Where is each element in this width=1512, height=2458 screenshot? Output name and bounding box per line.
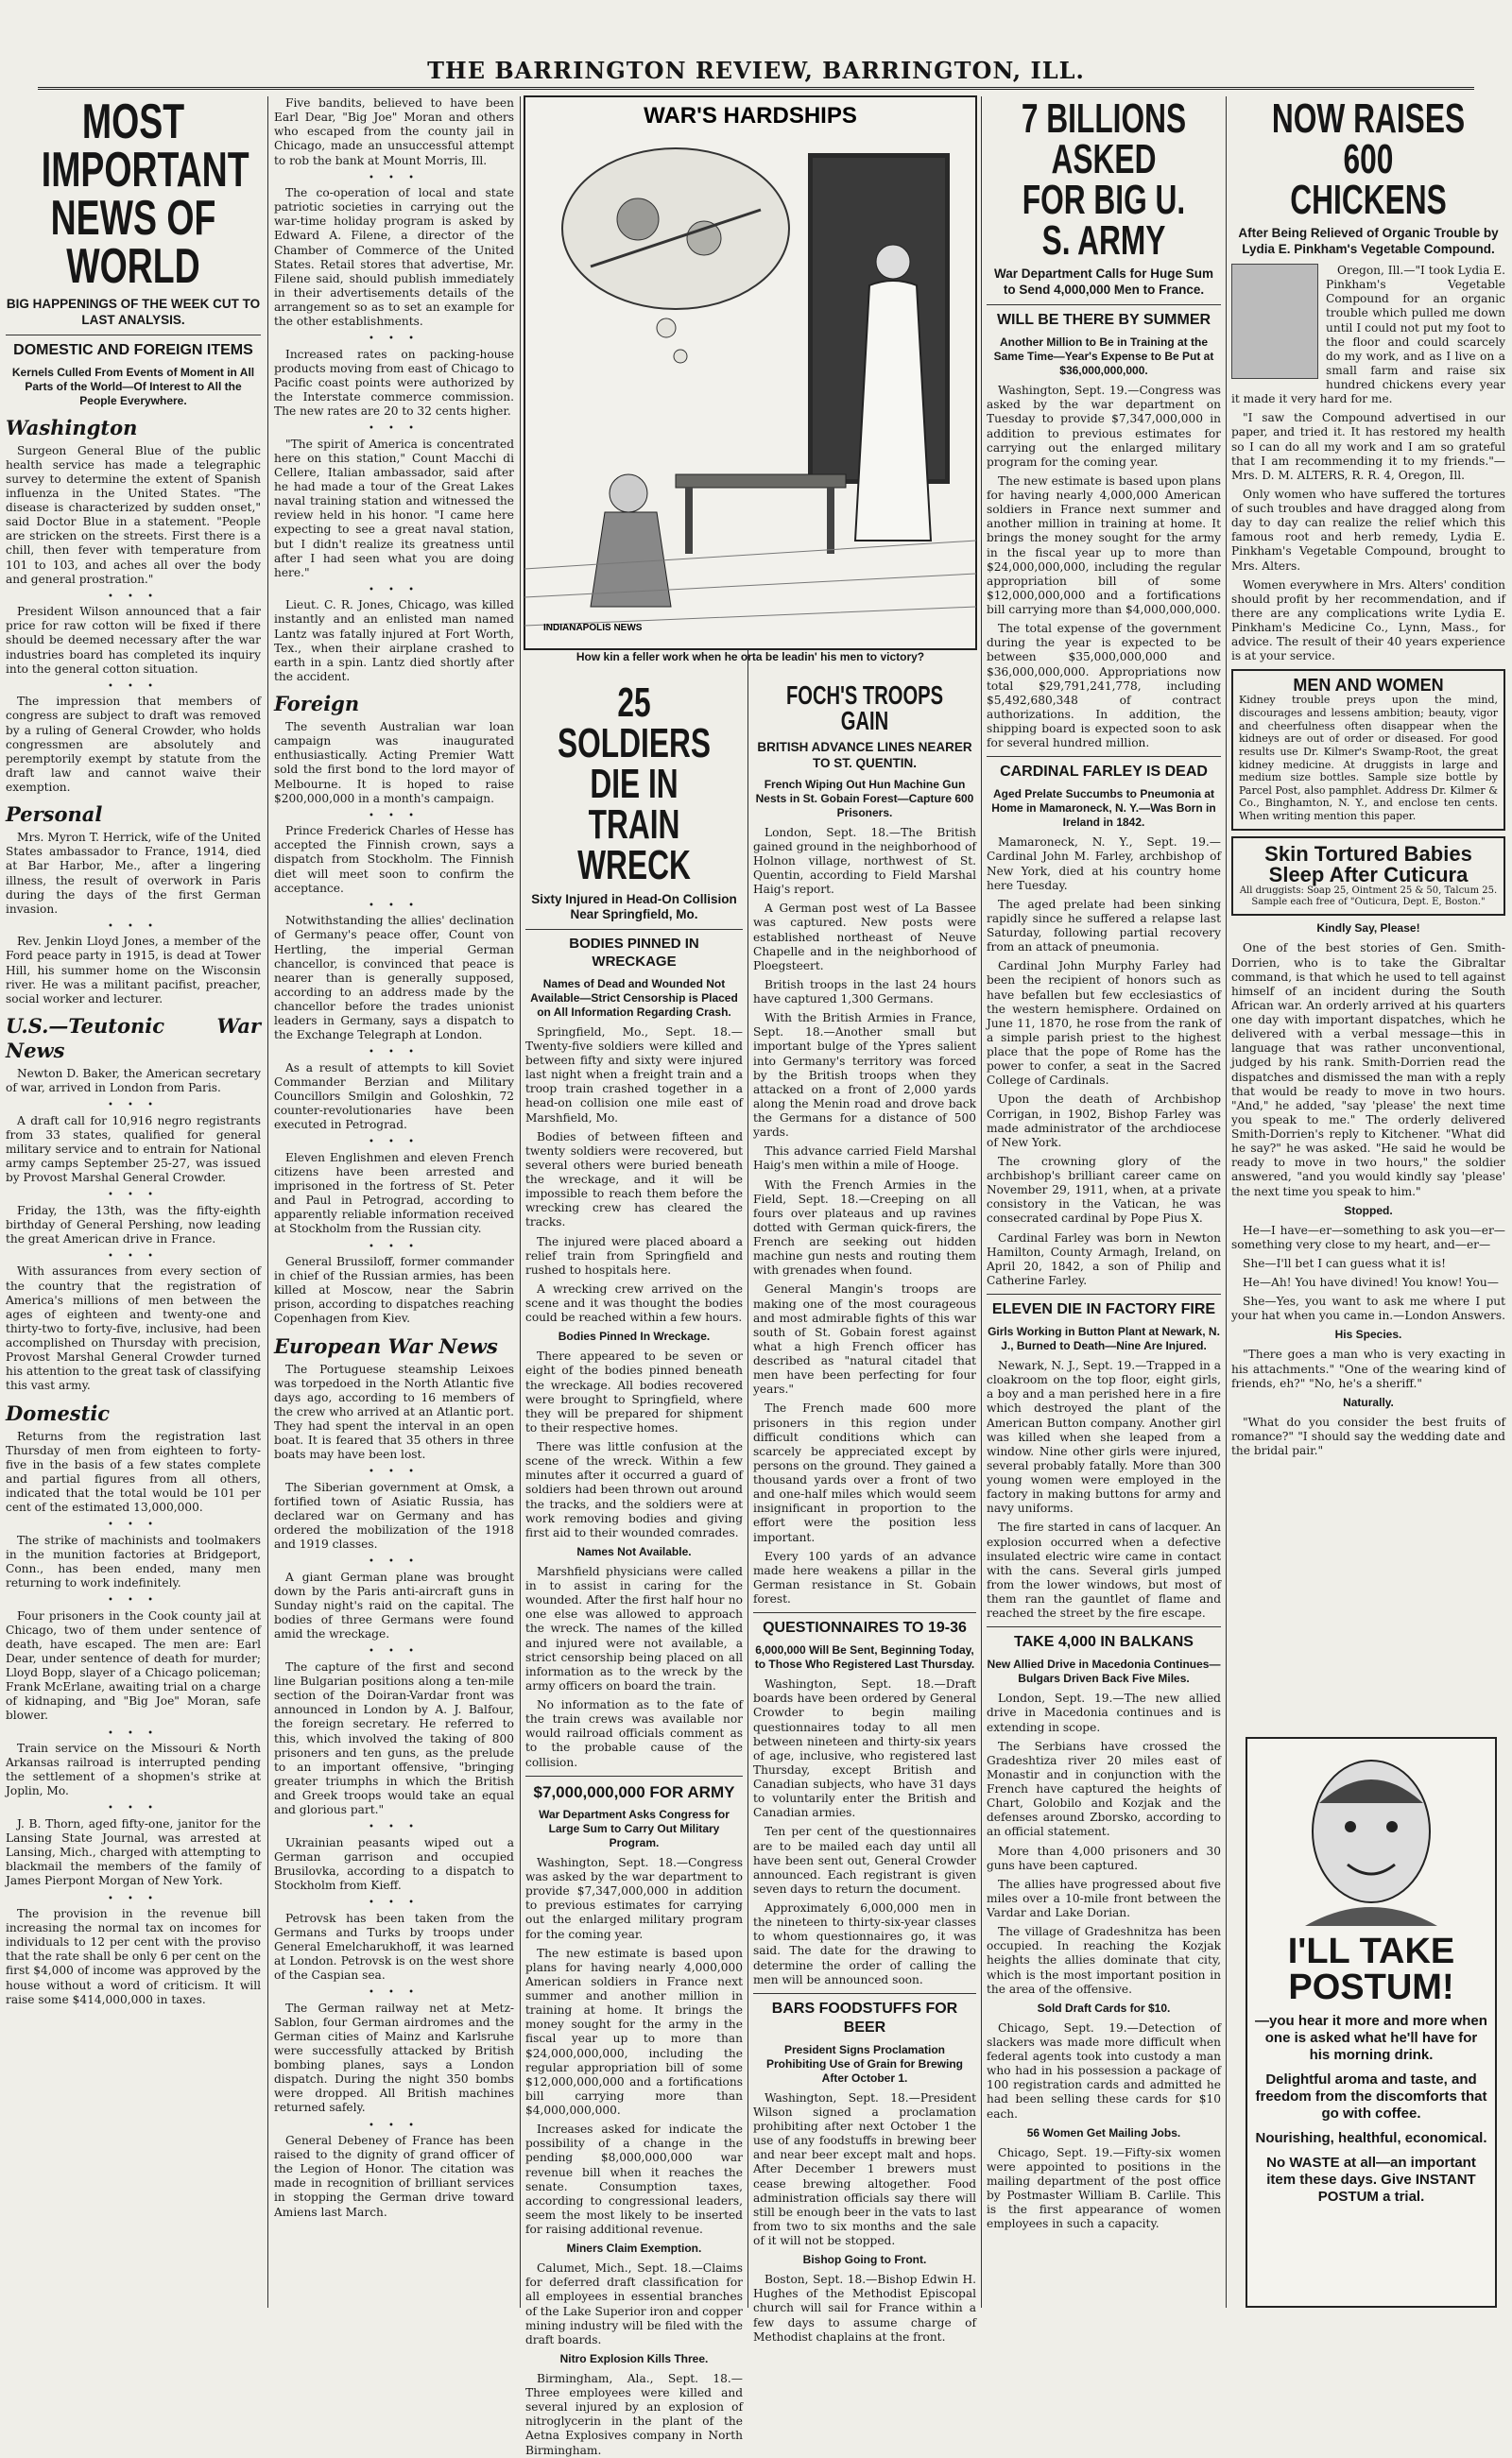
deck: Sixty Injured in Head-On Collision Near Springfield, Mo. (531, 891, 737, 922)
ad-headline: Skin Tortured Babies Sleep After Cuticura (1264, 841, 1472, 886)
article-paragraph: Notwithstanding the allies' declination of Germany's peace offer, Count von Hertling, the imperial German chancellor, is convinced that peace is nearer than is generally supposed, according to an address made by the chancellor before the trades unionist leaders in Germany, says a dispatch to the Exchange Telegraph at London. (274, 914, 514, 1042)
article-paragraph: Train service on the Missouri & North Arkansas railroad is interrupted pending the settlement of a shopmen's strike at Joplin, Mo. (6, 1741, 261, 1798)
divider (753, 1612, 976, 1613)
divider: • • • (368, 1646, 421, 1658)
deck: Kernels Culled From Events of Moment in All Parts of the World—Of Interest to All the People Everywhere. (11, 365, 255, 407)
deck: Names of Dead and Wounded Not Available—Strict Censorship is Placed on All Information Regarding Crash. (530, 976, 738, 1019)
article-paragraph: London, Sept. 18.—The British gained ground in the neighborhood of Holnon village, northwest of St. Quentin, according to Field Marshal Haig's report. (753, 825, 976, 897)
deck: War Department Calls for Huge Sum to Send 4,000,000 Men to France. (993, 266, 1214, 298)
deck: BODIES PINNED IN WRECKAGE (569, 936, 699, 971)
ad-text: Kidney trouble preys upon the mind, discourages and lessens ambition; beauty, vigor and cheerfulness often disappear when the kidneys are out of order or diseased. For good results use Dr. Kilmer's Swamp-Root, the great kidney medicine. At druggists in large and medium size bottles. Sample size bottle by Parcel Post, also pamphlet. Address Dr. Kilmer & Co., Binghamton, N. Y., and enclose ten cents. When writing mention this paper. (1239, 694, 1498, 823)
article-paragraph: Prince Frederick Charles of Hesse has accepted the Finnish crown, says a dispatch from Stockholm. The Finnish diet will meet soon to confirm the acceptance. (274, 824, 514, 895)
article-paragraph: The crowning glory of the archbishop's brilliant career came on November 29, 1911, when, at a private consistory in the Vatican, he was consecrated cardinal by Pope Pius X. (987, 1154, 1221, 1226)
divider: • • • (368, 423, 421, 435)
ad-swamp-root (1231, 669, 1505, 830)
ad-postum (1246, 1737, 1497, 2308)
cartoon-title: WAR'S HARDSHIPS (644, 103, 857, 129)
article-paragraph: Marshfield physicians were called in to assist in caring for the wounded. After the first half hour no one else was allowed to approach the wreck. The names of the killed and injured were not available, a strict censorship being placed on all information as to the wreck by the army officers on board the train. (525, 1564, 743, 1693)
postum-copy: Delightful aroma and taste, and freedom from the discomforts that go with coffee. (1255, 2071, 1487, 2122)
deck: 6,000,000 Will Be Sent, Beginning Today, to Those Who Registered Last Thursday. (754, 1643, 975, 1672)
subhead: Miners Claim Exemption. (566, 2242, 702, 2256)
article-paragraph: The impression that members of congress are subject to draft was removed by a ruling of General Crowder, who holds congressmen are absolutely and peremptorily exempt by statute from the draft law and cannot waive their exemption. (6, 695, 261, 794)
article-paragraph: He—Ah! You have divined! You know! You— (1243, 1276, 1499, 1290)
article-paragraph: Mamaroneck, N. Y., Sept. 19.—Cardinal John M. Farley, archbishop of New York, died at his country home here Tuesday. (987, 835, 1221, 892)
headline-foch-troops: FOCH'S TROOPS GAIN (785, 680, 944, 736)
deck: President Signs Proclamation Prohibiting Use of Grain for Brewing After October 1. (765, 2042, 963, 2085)
article-paragraph: The Siberian government at Omsk, a fortified town of Asiatic Russia, has declared war on Germany and has ordered the mobilization of the 1918 and 1919 classes. (274, 1480, 514, 1552)
divider: • • • (368, 1241, 421, 1252)
article-paragraph: The aged prelate had been sinking rapidly since he suffered a relapse last Saturday, following partial recovery from an attack of pneumonia. (987, 897, 1221, 954)
divider: • • • (368, 1467, 421, 1478)
article-paragraph: The strike of machinists and toolmakers in the munition factories at Bridgeport, Conn., has been ended, many men returning to work indefinitely. (6, 1533, 261, 1590)
divider: • • • (107, 1727, 160, 1739)
article-paragraph: The Portuguese steamship Leixoes was torpedoed in the North Atlantic five days ago, according to 16 members of the crew who arrived at an Atlantic port. They had spent the interval in an open boat. It is feared that 35 others in three boats may have been lost. (274, 1362, 514, 1462)
article-paragraph: Every 100 yards of an advance made here weakens a pillar in the German resistance in St. Gobain forest. (753, 1549, 976, 1606)
article-paragraph: The allies have progressed about five miles over a 10-mile front between the Vardar and Lake Dorian. (987, 1877, 1221, 1920)
article-paragraph: Mrs. Myron T. Herrick, wife of the United States ambassador to France, 1914, died at Bar Harbor, Me., after a lingering illness, the result of overwork in Paris during the days of the first German invasion. (6, 831, 261, 916)
divider (987, 304, 1221, 305)
article-paragraph: One of the best stories of Gen. Smith-Dorrien, who is to take the Gibraltar command, is that which he used to tell against himself of an incident during the South African war. An orderly arrived at his quarters one day with important dispatches, which he delivered with a verbal message—this in language that was rather unconventional, judged by his rank. Smith-Dorrien read the dispatches and dismissed the man with a reply that would be ready to move in two hours. "And," he added, "say 'please' the next time you speak to me." The orderly delivered Smith-Dorrien's reply to Kitchener. "What did he say?" he was asked. "He said he would be ready to move in two hours," the soldier answered, "and you would kindly say 'please' the next time you speak to him." (1231, 941, 1505, 1198)
divider: • • • (368, 334, 421, 345)
column-3 (525, 679, 743, 2457)
divider: • • • (368, 172, 421, 183)
divider: • • • (368, 1137, 421, 1148)
divider: • • • (368, 584, 421, 595)
article-paragraph: "I saw the Compound advertised in our paper, and tried it. It has restored my health so I can do all my work and I am so grateful that I am recommending it to my friends."—Mrs. D. M. ALTERS, R. R. 4, Oregon, Ill. (1231, 411, 1505, 482)
deck: Another Million to Be in Training at the Same Time—Year's Expense to Be Put at $36,000,000,000. (993, 335, 1214, 378)
article-paragraph: Springfield, Mo., Sept. 18.—Twenty-five soldiers were killed and between fifty and sixty were injured last night when a freight train and a troop train crashed together in a head-on collision one mile east of Marshfield, Mo. (525, 1024, 743, 1125)
column-rule (1226, 96, 1227, 2308)
article-paragraph: Surgeon General Blue of the public health service has made a telegraphic survey to determine the extent of Spanish influenza in the United States. "The disease is characterized by sudden onset," said Doctor Blue in a statement. "People are stricken on the streets. First there is a chill, then fever with temperature from 101 to 103, and aches all over the body and general prostration." (6, 443, 261, 586)
article-paragraph: Eleven Englishmen and eleven French citizens have been arrested and imprisoned in the fortress of St. Peter and Paul in Petrograd, according to apparently reliable information received at Stockholm from the Russian city. (274, 1150, 514, 1236)
article-paragraph: The German railway net at Metz-Sablon, four German airdromes and the German cities of Mainz and Karlsruhe were successfully attacked by British bombing planes, says a London dispatch. During the night 350 bombs were dropped. All British machines returned safely. (274, 2001, 514, 2115)
article-paragraph: The new estimate is based upon plans for having nearly 4,000,000 American soldiers in France next summer and another million in training at home. It brings the money sought for the army in the fiscal year up to more than $24,000,000,000, including the regular appropriation bill of some $12,000,000,000 and a fortifications bill carrying more than $4,000,000,000. (525, 1946, 743, 2118)
article-paragraph: The new estimate is based upon plans for having nearly 4,000,000 American soldiers in France next summer and another million in training at home. It brings the money sought for the army in the fiscal year up to more than $24,000,000,000, including the regular appropriation bill of some $12,000,000,000 and a fortifications bill carrying more than $4,000,000,000. (987, 473, 1221, 617)
divider: • • • (107, 1520, 160, 1531)
article-paragraph: Lieut. C. R. Jones, Chicago, was killed instantly and an enlisted man named Lantz was fatally injured at Fort Worth, Tex., when their airplane crashed to earth in a spin. Lantz died shortly after the accident. (274, 598, 514, 683)
deck: BIG HAPPENINGS OF THE WEEK CUT TO LAST ANALYSIS. (6, 296, 261, 327)
masthead (38, 53, 1474, 90)
article-paragraph: London, Sept. 19.—The new allied drive in Macedonia continues and is extending in scope. (987, 1692, 1221, 1734)
article-paragraph: Returns from the registration last Thursday of men from eighteen to forty-five in the basis of a few states complete and partial figures from all others, indicated that the total would be 101 per cent of the estimated 13,000,000. (6, 1429, 261, 1515)
deck: New Allied Drive in Macedonia Continues—Bulgars Driven Back Five Miles. (987, 1658, 1221, 1686)
headline-questionnaires: QUESTIONNAIRES TO 19-36 (763, 1620, 967, 1637)
article-paragraph: The village of Gradeshnitza has been occupied. In reaching the Kozjak heights the allies dominate that city, which is the most important position in the area of the offensive. (987, 1925, 1221, 1996)
article-paragraph: Washington, Sept. 18.—Draft boards have been ordered by General Crowder to begin mailing questionnaires today to all men between nineteen and thirty-six years of age, inclusive, who registered last Thursday, except British and Canadian subjects, who have 31 days to voluntarily enter the British and Canadian armies. (753, 1677, 976, 1820)
headline-balkans: TAKE 4,000 IN BALKANS (1014, 1634, 1194, 1651)
article-paragraph: Cardinal John Murphy Farley had been the recipient of honors such as have befallen but few ecclesiastics of the western hemisphere. Ordained on June 11, 1870, he rose from the rank of a simple parish priest to the highest place that the pope of Rome has the power to confer, a seat in the Sacred College of Cardinals. (987, 959, 1221, 1088)
column-2 (274, 96, 514, 2308)
headline-cardinal-farley: CARDINAL FARLEY IS DEAD (1000, 764, 1208, 781)
subhead: 56 Women Get Mailing Jobs. (1026, 2125, 1181, 2140)
divider: • • • (368, 1822, 421, 1833)
article-paragraph: Calumet, Mich., Sept. 18.—Claims for deferred draft classification for all employees in essential branches of the Lake Superior iron and copper mining industry will be filed with the draft boards. (525, 2261, 743, 2346)
subhead: His Species. (1334, 1328, 1402, 1342)
article-paragraph: A giant German plane was brought down by the Paris anti-aircraft guns in Sunday night's raid on the capital. The bodies of three Germans were found amid the wreckage. (274, 1570, 514, 1642)
article-paragraph: The injured were placed aboard a relief train from Springfield and rushed to hospitals here. (525, 1234, 743, 1277)
article-paragraph: Five bandits, believed to have been Earl Dear, "Big Joe" Moran and others who escaped from the county jail in Chicago, made an unsuccessful attempt to rob the bank at Mount Morris, Ill. (274, 96, 514, 167)
article-paragraph: With the British Armies in France, Sept. 18.—Another small but important bulge of the Ypres salient into Germany's territory was forced by the British troops when they attacked on a front of 2,000 yards along the Menin road and drove back the Germans for a distance of 500 yards. (753, 1011, 976, 1140)
deck: BRITISH ADVANCE LINES NEARER TO ST. QUENTIN. (757, 739, 972, 770)
article-paragraph: This advance carried Field Marshal Haig's men within a mile of Hooge. (753, 1144, 976, 1173)
article-paragraph: With assurances from every section of the country that the registration of America's millions of men between the ages of eighteen and twenty-one and thirty-two to forty-five, inclusive, had been accomplished on Thursday with precision, Provost Marshal General Crowder turned his attention to the great task of classifying this vast army. (6, 1264, 261, 1393)
article-paragraph: A wrecking crew arrived on the scene and it was thought the bodies could be reached within a few hours. (525, 1281, 743, 1325)
divider: • • • (107, 680, 160, 692)
subhead: Names Not Available. (576, 1544, 692, 1558)
column-5 (987, 96, 1221, 2308)
divider (525, 929, 743, 930)
article-paragraph: More than 4,000 prisoners and 30 guns have been captured. (987, 1844, 1221, 1872)
divider: • • • (368, 810, 421, 821)
article-paragraph: General Mangin's troops are making one of the most courageous and most admirable fights of this war south of St. Gobain forest against what a high French officer has described as "natural citadel that men have been perfecting for four years." (753, 1282, 976, 1397)
column-6 (1231, 96, 1505, 1731)
divider: • • • (107, 1190, 160, 1201)
headline-bars-foodstuffs: BARS FOODSTUFFS FOR BEER (771, 2000, 958, 2036)
article-paragraph: A draft call for 10,916 negro registrants from 33 states, qualified for general military service and to entrain for National army camps September 25-27, was issued by Provost Marshal General Crowder. (6, 1113, 261, 1185)
cartoon-credit: INDIANAPOLIS NEWS (543, 623, 643, 633)
subhead: Nitro Explosion Kills Three. (559, 2351, 709, 2365)
article-paragraph: Increases asked for indicate the possibility of a change in the pending $8,000,000,000 war revenue bill when it reaches the senate. Consumption taxes, according to congressional leaders, seem the most likely to be inserted for raising additional revenue. (525, 2123, 743, 2237)
column-rule (981, 96, 982, 2308)
article-paragraph: Women everywhere in Mrs. Alters' condition should profit by her recommendation, and if there are any complications write Lydia E. Pinkham's Medicine Co., Lynn, Mass., for advice. The result of their 40 years experience is at your service. (1231, 577, 1505, 663)
subhead: Bodies Pinned In Wreckage. (558, 1330, 711, 1344)
deck: Girls Working in Button Plant at Newark, N. J., Burned to Death—Nine Are Injured. (988, 1325, 1220, 1353)
divider: • • • (107, 1803, 160, 1814)
article-paragraph: Chicago, Sept. 19.—Fifty-six women were appointed to positions in the mailing department of the post office by Postmaster William B. Carlile. This is the first appearance of women employees in such a capacity. (987, 2145, 1221, 2231)
article-paragraph: As a result of attempts to kill Soviet Commander Berzian and Military Councillors Smilgin and Goloshkin, 72 counter-revolutionaries have been executed in Petrograd. (274, 1060, 514, 1132)
article-paragraph: General Debeney of France has been raised to the dignity of grand officer of the Legion of Honor. The citation was made in recognition of brilliant services in stopping the German drive toward Amiens last March. (274, 2133, 514, 2219)
ad-text: All druggists: Soap 25, Ointment 25 & 50, Talcum 25. Sample each free of "Outicura, Dept. E, Boston." (1239, 885, 1498, 908)
article-paragraph: There appeared to be seven or eight of the bodies pinned beneath the wreckage. All bodies recovered were brought to Springfield, where they will be prepared for shipment to their respective homes. (525, 1349, 743, 1435)
divider: • • • (368, 2120, 421, 2131)
article-paragraph: The French made 600 more prisoners in this region under difficult conditions which can scarcely be appreciated except by persons on the ground. They gained a thousand yards over a front of two and one-half miles which would seem insignificant in proportion to the effort were the position less important. (753, 1401, 976, 1544)
article-paragraph: Ten per cent of the questionnaires are to be mailed each day until all have been sent out, General Crowder announced. Each registrant is given seven days to return the document. (753, 1825, 976, 1896)
divider: • • • (107, 1893, 160, 1904)
article-paragraph: General Brussiloff, former commander in chief of the Russian armies, has been killed at Moscow, near the Sabrin prison, according to dispatches reaching Copenhagen from Kiev. (274, 1254, 514, 1326)
article-paragraph: "There goes a man who is very exacting in his attachments." "One of the wearing kind of friends, eh?" "No, he's a sheriff." (1231, 1348, 1505, 1390)
divider (753, 1993, 976, 1994)
article-paragraph: Increased rates on packing-house products moving from east of Chicago to Pacific coast points were authorized by the Interstate commerce commission. The new rates are 20 to 32 cents higher. (274, 347, 514, 419)
headline-train-wreck: 25 SOLDIERS DIE IN TRAIN WRECK (558, 679, 711, 889)
deck: DOMESTIC AND FOREIGN ITEMS (13, 341, 253, 358)
article-paragraph: Ukrainian peasants wiped out a German garrison and occupied Brusilovka, according to a dispatch to Stockholm from Kieff. (274, 1835, 514, 1893)
article-paragraph: She—I'll bet I can guess what it is! (1243, 1256, 1447, 1270)
divider: • • • (368, 900, 421, 911)
man-portrait-illustration (1277, 1746, 1466, 1926)
column-4 (753, 680, 976, 2344)
headline-raises-chickens: NOW RAISES 600 CHICKENS (1271, 95, 1466, 224)
divider: • • • (368, 1047, 421, 1058)
divider: • • • (107, 1100, 160, 1111)
postum-headline: I'LL TAKE POSTUM! (1287, 1932, 1455, 2007)
divider: • • • (107, 1595, 160, 1607)
article-paragraph: The provision in the revenue bill increasing the normal tax on incomes for individuals to 12 per cent with the proviso that the rate shall be only 6 per cent on the first $4,000 of income was approved by the house without a word of criticism. It will raise some $414,000,000 in taxes. (6, 1906, 261, 2006)
article-paragraph: J. B. Thorn, aged fifty-one, janitor for the Lansing State Journal, was arrested at Lansing, Mich., charged with attempting to blackmail the members of the family of James Pierpont Morgan of New York. (6, 1816, 261, 1888)
article-paragraph: There was little confusion at the scene of the wreck. Within a few minutes after it occurred a guard of soldiers had been thrown out around the tracks, and the soldiers were at work removing bodies and giving first aid to their wounded comrades. (525, 1440, 743, 1539)
headline-most-important: MOST IMPORTANT NEWS OF WORLD (41, 95, 249, 294)
article-paragraph: Bodies of between fifteen and twenty soldiers were recovered, but several others were buried beneath the wreckage, and it will be impossible to reach them before the wrecking crew has cleared the tracks. (525, 1129, 743, 1229)
article-paragraph: Friday, the 13th, was the fifty-eighth birthday of General Pershing, now leading the great American drive in France. (6, 1203, 261, 1246)
headline-factory-fire: ELEVEN DIE IN FACTORY FIRE (991, 1301, 1216, 1318)
article-paragraph: The fire started in cans of lacquer. An explosion occurred when a defective insulated electric wire came in contact with the cans. Several girls jumped from the lower windows, but most of them ran the gauntlet of flame and reached the street by the fire escape. (987, 1521, 1221, 1621)
article-paragraph: President Wilson announced that a fair price for raw cotton will be fixed if there should be deemed necessary after the war industries board has completed its inquiry into the general cotton situation. (6, 605, 261, 676)
article-paragraph: Washington, Sept. 18.—President Wilson signed a proclamation prohibiting after next October 1 the use of any foodstuffs in brewing beer and near beer except malt and hops. After December 1 brewers must cease brewing altogether. Food administration officials say there will still be enough beer in the vats to last from two to six months and the sale of it will not be stopped. (753, 2090, 976, 2247)
article-paragraph: Approximately 6,000,000 men in the nineteen to thirty-six-year classes to whom questionnaires go, it was said. The date for the drawing to determine the order of calling the men will be announced soon. (753, 1901, 976, 1986)
subhead: Naturally. (1343, 1395, 1394, 1409)
divider (987, 1294, 1221, 1295)
deck: WILL BE THERE BY SUMMER (996, 312, 1211, 329)
article-paragraph: Newark, N. J., Sept. 19.—Trapped in a cloakroom on the top floor, eight girls, a boy and a man perished here in a fire which destroyed the plant of the American Button company. Another girl was killed when she leaped from a window. Nine other girls were injured, several probably fatally. More than 300 young women were employed in the factory in making buttons for army and navy uniforms. (987, 1359, 1221, 1516)
article-paragraph: "What do you consider the best fruits of romance?" "I should say the wedding date and the bridal pair." (1231, 1415, 1505, 1458)
article-paragraph: A German post west of La Bassee was captured. New posts were established northeast of Neuve Chapelle and in the neighborhood of Ploegsteert. (753, 902, 976, 972)
masthead-title: THE BARRINGTON REVIEW, BARRINGTON, ILL. (427, 57, 1085, 84)
article-paragraph: With the French Armies in the Field, Sept. 18.—Creeping on all fours over plateaus and up ravines dotted with German quick-firers, the French are seeking out hidden machine gun nests and routing them with grenades when found. (753, 1177, 976, 1278)
article-paragraph: Oregon, Ill.—"I took Lydia E. Pinkham's Vegetable Compound for an organic trouble which pulled me down until I could not put my foot to the floor and could scarcely do my work, and as I live on a small farm and raise six hundred chickens every year it made it very hard for me. (1231, 264, 1505, 406)
divider (525, 1776, 743, 1777)
deck: After Being Relieved of Organic Trouble by Lydia E. Pinkham's Vegetable Compound. (1238, 226, 1499, 257)
cartoon-caption: How kin a feller work when he orta be leadin' his men to victory? (576, 650, 925, 663)
section-washington: Washington (6, 415, 138, 439)
article-paragraph: No information as to the fate of the train crews was available nor would railroad officials comment as to the probable cause of the collision. (525, 1698, 743, 1769)
postum-copy: —you hear it more and more when one is asked what he'll have for his morning drink. (1255, 2013, 1487, 2063)
article-paragraph: The co-operation of local and state patriotic societies in carrying out the war-time holiday program is asked by Edward A. Filene, a director of the Chamber of Commerce of the United States. Retail stores that advertise, Mr. Filene said, should publish immediately in their advertisements details of the arrangement so as to set an example for the other establishments. (274, 186, 514, 329)
section-domestic: Domestic (6, 1401, 111, 1425)
article-paragraph: He—I have—er—something to ask you—er—something very close to my heart, and—er— (1231, 1223, 1505, 1251)
divider: • • • (368, 1987, 421, 1999)
article-paragraph: Four prisoners in the Cook county jail at Chicago, two of them under sentence of death, have escaped. The men are: Earl Dear, under sentence of death for murder; Lloyd Bopp, slayer of a Chicago policeman; Frank McErlane, awaiting trial on a charge of kidnaping, and "Big Joe" Moran, safe blower. (6, 1608, 261, 1723)
divider (987, 1626, 1221, 1627)
deck: War Department Asks Congress for Large Sum to Carry Out Military Program. (539, 1807, 730, 1849)
article-paragraph: Rev. Jenkin Lloyd Jones, a member of the Ford peace party in 1915, is dead at Tower Hill, his summer home on the Wisconsin river. He was a militant pacifist, preacher, social worker and lecturer. (6, 935, 261, 1006)
subhead: Sold Draft Cards for $10. (1037, 2001, 1171, 2015)
cartoon-wars-hardships (524, 96, 976, 649)
divider: • • • (368, 1898, 421, 1909)
article-paragraph: Newton D. Baker, the American secretary of war, arrived in London from Paris. (6, 1066, 261, 1095)
postum-copy: No WASTE at all—an important item these days. Give INSTANT POSTUM a trial. (1266, 2155, 1476, 2205)
headline-army-funds: $7,000,000,000 FOR ARMY (533, 1782, 735, 1801)
divider: • • • (107, 591, 160, 602)
article-paragraph: The seventh Australian war loan campaign was inaugurated enthusiastically. Acting Premier Watt sold the first bond to the lord mayor of Melbourne. It is hoped to raise $200,000,000 in a month's campaign. (274, 720, 514, 805)
article-paragraph: The total expense of the government during the year is expected to be between $35,000,000,000 and $36,000,000,000. Appropriations now total $29,791,241,778, including $5,492,680,348 of contract authorizations. In addition, the shipping board is expected soon to ask for several hundred million. (987, 622, 1221, 750)
article-paragraph: She—Yes, you want to ask me where I put your hat when you came in.—London Answers. (1231, 1295, 1506, 1323)
deck: Aged Prelate Succumbs to Pneumonia at Home in Mamaroneck, N. Y.—Was Born in Ireland in 1842. (991, 787, 1216, 830)
column-rule (267, 96, 268, 2308)
subhead: Stopped. (1344, 1203, 1393, 1217)
column-rule (520, 96, 521, 2308)
section-european-war-news: European War News (274, 1333, 498, 1358)
column-1 (6, 96, 261, 2308)
divider: • • • (368, 1556, 421, 1568)
subhead: Bishop Going to Front. (802, 2253, 927, 2267)
deck: French Wiping Out Hun Machine Gun Nests in St. Gobain Forest—Capture 600 Prisoners. (755, 777, 974, 819)
ad-headline: MEN AND WOMEN (1293, 676, 1444, 696)
article-paragraph: British troops in the last 24 hours have captured 1,300 Germans. (753, 977, 976, 1006)
divider: • • • (107, 1251, 160, 1263)
article-paragraph: Washington, Sept. 18.—Congress was asked by the war department to provide $7,347,000,000 in addition to previous estimates for carrying out the enlarged military program for the coming year. (525, 1855, 743, 1941)
article-paragraph: Upon the death of Archbishop Corrigan, in 1902, Bishop Farley was made administrator of the archdiocese of New York. (987, 1092, 1221, 1149)
article-paragraph: The Serbians have crossed the Gradeshtiza river 20 miles east of Monastir and in conjunction with the French have captured the heights of Chart, Golobilo and Kozjak and the defenses around Zborsko, according to an official statement. (987, 1739, 1221, 1839)
ad-cuticura (1231, 836, 1505, 917)
article-paragraph: "The spirit of America is concentrated here on this station," Count Macchi di Cellere, Italian ambassador, said after he had made a tour of the Great Lakes naval training station and witnessed the review held in his honor. "I came here expecting to see a great naval station, but I didn't realize its greatness until after I had seen what you are doing here." (274, 437, 514, 579)
divider (987, 756, 1221, 757)
section-foreign: Foreign (274, 692, 360, 716)
portrait-photo (1231, 264, 1318, 379)
article-paragraph: Chicago, Sept. 19.—Detection of slackers was made more difficult when federal agents took into custody a man who had in his possession a package of 100 registration cards and admitted he had been selling these cards for $10 each. (987, 2020, 1221, 2121)
postum-copy: Nourishing, healthful, economical. (1255, 2130, 1487, 2146)
subhead: Kindly Say, Please! (1316, 921, 1420, 936)
article-paragraph: Only women who have suffered the tortures of such troubles and have dragged along from day to day can realize the relief which this famous root and herb remedy, Lydia E. Pinkham's Vegetable Compound, brought to Mrs. Alters. (1231, 487, 1505, 573)
article-paragraph: Birmingham, Ala., Sept. 18.—Three employees were killed and several injured by an explosion of nitroglycerin in the plant of the Aetna Explosives company in North Birmingham. (525, 2371, 743, 2457)
section-personal: Personal (6, 802, 103, 827)
section-teutonic: U.S.—Teutonic War News (6, 1013, 261, 1062)
article-paragraph: Petrovsk has been taken from the Germans and Turks by troops under General Emelcharukhoff, it was learned at London. Petrovsk is on the west shore of the Caspian sea. (274, 1911, 514, 1983)
headline-seven-billions: 7 BILLIONS ASKED FOR BIG U. S. ARMY (1021, 95, 1187, 265)
article-paragraph: Washington, Sept. 19.—Congress was asked by the war department on Tuesday to provide $7,347,000,000 in addition to previous estimates for carrying out the enlarged military program for the coming year. (987, 384, 1221, 469)
article-paragraph: Boston, Sept. 18.—Bishop Edwin H. Hughes of the Methodist Episcopal church will sail for France within a few days to assume charge of Methodist chaplains at the front. (753, 2273, 976, 2344)
article-paragraph: The capture of the first and second line Bulgarian positions along a ten-mile section of the Doiran-Vardar front was announced in London by A. J. Balfour, the foreign secretary. He referred to this, which involved the taking of 800 prisoners and ten guns, as the prelude to an important offensive, "bringing greater triumphs in which the British and Greek troops would take an equal and glorious part." (274, 1659, 514, 1817)
divider: • • • (107, 920, 160, 932)
cartoon-illustration (524, 96, 976, 649)
article-paragraph: Cardinal Farley was born in Newton Hamilton, County Armagh, Ireland, on April 20, 1842, a son of Philip and Catherine Farley. (987, 1230, 1221, 1287)
